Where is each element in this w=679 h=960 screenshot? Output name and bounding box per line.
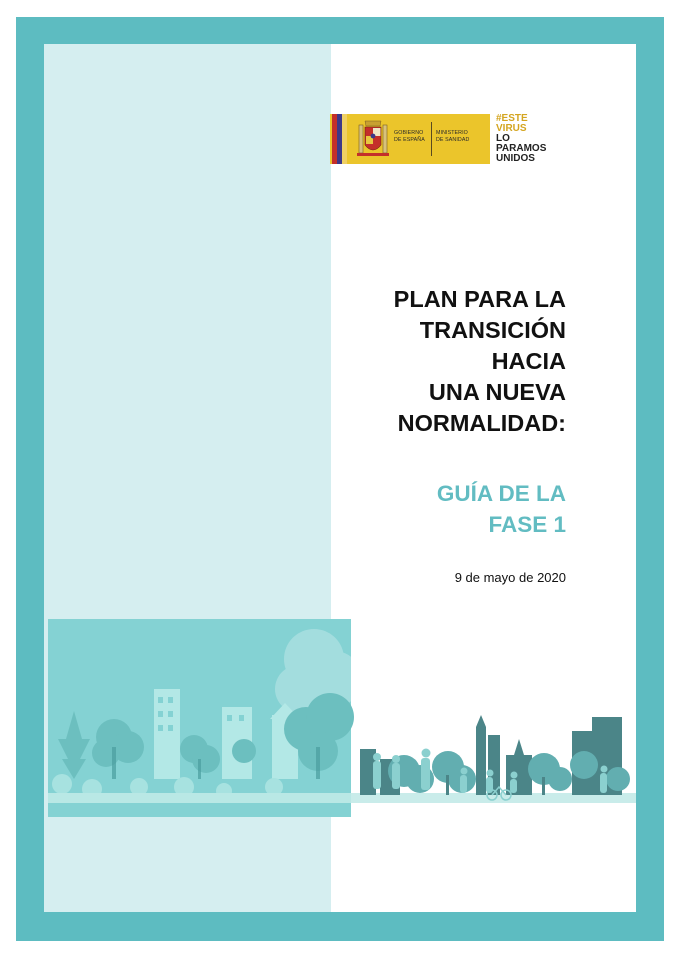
coat-of-arms-icon [356,117,390,161]
publication-date: 9 de mayo de 2020 [454,570,566,585]
gobierno-label-line1: GOBIERNO [394,130,424,136]
title-line: HACIA [491,348,566,374]
slogan-line: UNIDOS [496,153,535,164]
gobierno-label-line2: DE ESPAÑA [394,137,425,143]
illustration-left-ground [48,793,351,803]
slogan-line: PARAMOS [496,143,547,154]
gobierno-logo [330,114,490,164]
campaign-slogan [496,114,576,164]
city-park-illustration [44,619,636,819]
subtitle-line: FASE 1 [488,512,566,537]
government-logo-block [330,114,576,164]
document-subtitle [334,478,566,540]
slogan-line: VIRUS [496,123,527,134]
document-title [334,284,566,439]
ministerio-label-line1: MINISTERIO [436,130,468,136]
title-line: UNA NUEVA [428,379,566,405]
logo-divider [431,122,432,156]
slogan-line: #ESTE [496,113,528,124]
gobierno-label [394,130,430,144]
slogan-line: LO [496,133,510,144]
title-line: PLAN PARA LA [393,286,566,312]
cover-page [44,44,636,912]
ministerio-label [436,130,488,144]
ministerio-label-line2: DE SANIDAD [436,137,470,143]
flag-stripe-yellow [342,114,347,164]
title-line: NORMALIDAD: [397,410,566,436]
title-line: TRANSICIÓN [419,317,566,343]
subtitle-line: GUÍA DE LA [436,481,566,506]
